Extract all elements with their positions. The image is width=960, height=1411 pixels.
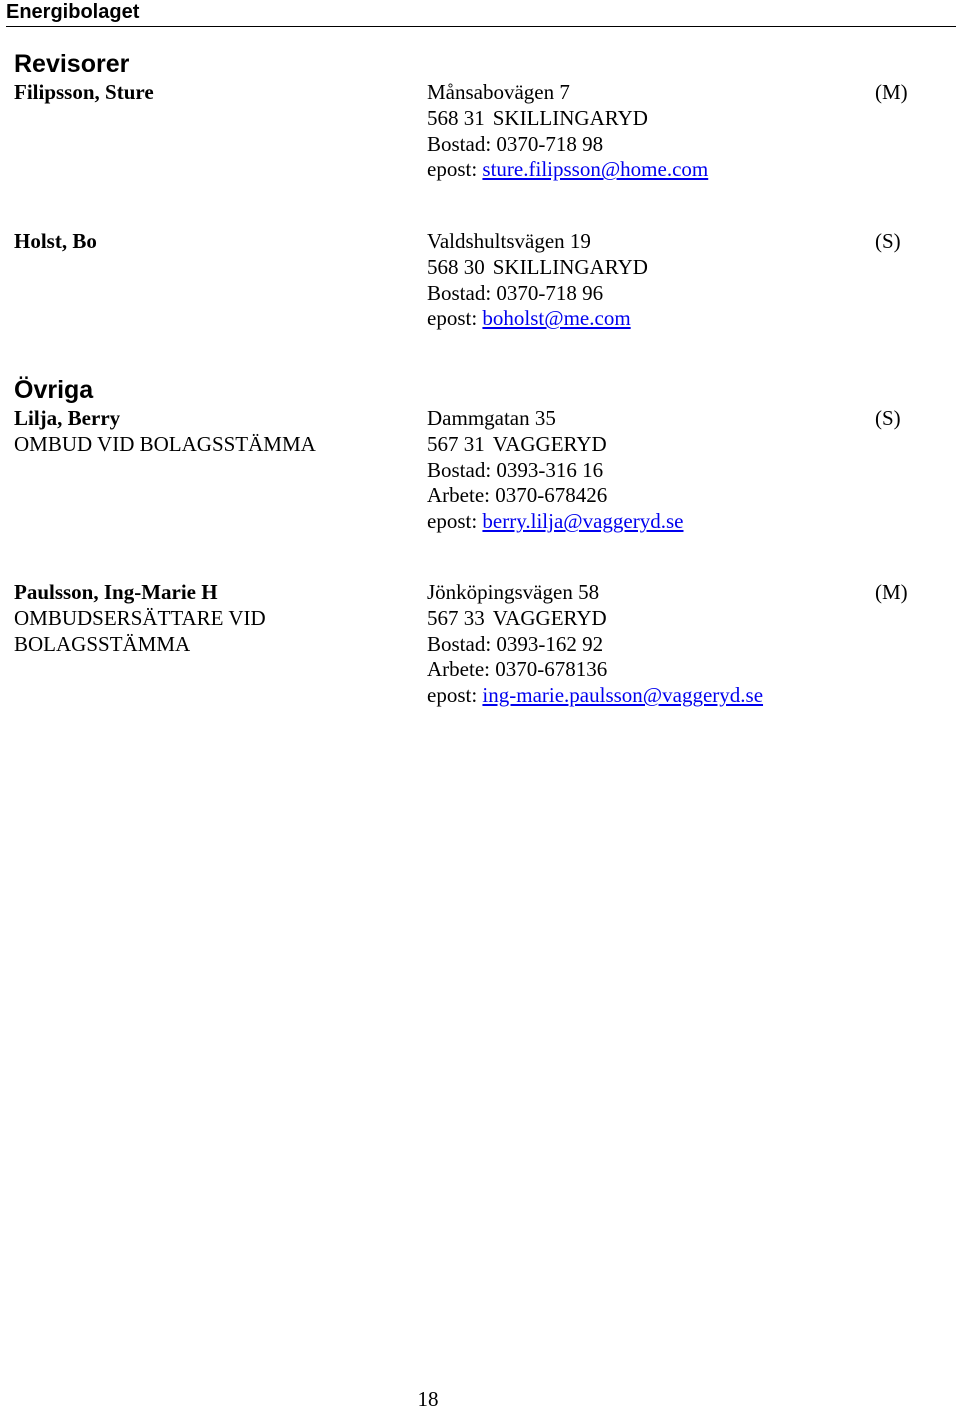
street-address: Dammgatan 35 [427, 406, 556, 430]
postal-code: 568 30 [427, 254, 485, 279]
contact-role-continued: BOLAGSSTÄMMA [14, 631, 191, 656]
home-phone-label: Bostad: [427, 631, 492, 656]
postal-line [427, 606, 867, 632]
contact-address-column [427, 80, 867, 183]
organization-title: Energibolaget [6, 1, 140, 23]
home-phone: 0370-718 96 [496, 280, 604, 305]
party-affiliation: (M) [875, 580, 908, 604]
work-phone: 0370-678136 [495, 657, 608, 682]
party-affiliation: (S) [875, 229, 901, 253]
home-phone-label: Bostad: [427, 280, 492, 305]
city: SKILLINGARYD [492, 105, 648, 130]
postal-code: 567 31 [427, 431, 485, 456]
section-heading-revisorer: Revisorer [14, 50, 130, 78]
postal-code: 568 31 [427, 105, 485, 130]
postal-line [427, 432, 867, 458]
contact-address-column [427, 229, 867, 332]
home-phone-line [427, 632, 867, 658]
party-affiliation: (M) [875, 80, 908, 104]
email-label: epost: [427, 509, 478, 534]
home-phone-line [427, 458, 867, 484]
email-line [427, 509, 867, 535]
contact-name-column [14, 580, 414, 657]
contact-name-column [14, 229, 414, 255]
email-label: epost: [427, 683, 478, 708]
postal-line [427, 106, 867, 132]
work-phone-label: Arbete: [427, 483, 490, 508]
city: VAGGERYD [492, 431, 607, 456]
home-phone-line [427, 132, 867, 158]
email-line [427, 306, 867, 332]
home-phone-label: Bostad: [427, 457, 492, 482]
postal-code: 567 33 [427, 605, 485, 630]
home-phone-label: Bostad: [427, 131, 492, 156]
postal-line [427, 255, 867, 281]
contact-address-column [427, 406, 867, 535]
contact-name: Paulsson, Ing-Marie H [14, 580, 218, 604]
home-phone: 0370-718 98 [496, 131, 604, 156]
email-label: epost: [427, 306, 478, 331]
work-phone-line [427, 483, 867, 509]
work-phone: 0370-678426 [495, 483, 608, 508]
email-link[interactable]: berry.lilja@vaggeryd.se [482, 509, 684, 534]
street-address: Jönköpingsvägen 58 [427, 580, 600, 604]
work-phone-line [427, 657, 867, 683]
contact-name: Holst, Bo [14, 229, 97, 253]
contact-name: Lilja, Berry [14, 406, 121, 430]
city: SKILLINGARYD [492, 254, 648, 279]
city: VAGGERYD [492, 605, 607, 630]
party-affiliation: (S) [875, 406, 901, 430]
document-header [6, 0, 956, 27]
home-phone-line [427, 281, 867, 307]
home-phone: 0393-316 16 [496, 457, 604, 482]
contact-role: OMBUD VID BOLAGSSTÄMMA [14, 431, 316, 456]
email-line [427, 157, 867, 183]
contact-address-column [427, 580, 867, 709]
contact-name: Filipsson, Sture [14, 80, 154, 104]
section-heading-ovriga: Övriga [14, 376, 94, 404]
contact-name-column [14, 80, 414, 106]
email-label: epost: [427, 157, 478, 182]
page-number: 18 [417, 1387, 439, 1411]
street-address: Valdshultsvägen 19 [427, 229, 591, 253]
contact-name-column [14, 406, 414, 458]
email-link[interactable]: sture.filipsson@home.com [482, 157, 709, 182]
home-phone: 0393-162 92 [496, 631, 604, 656]
work-phone-label: Arbete: [427, 657, 490, 682]
email-link[interactable]: ing-marie.paulsson@vaggeryd.se [482, 683, 764, 708]
email-line [427, 683, 867, 709]
email-link[interactable]: boholst@me.com [482, 306, 631, 331]
street-address: Månsabovägen 7 [427, 80, 570, 104]
contact-role: OMBUDSERSÄTTARE VID [14, 605, 266, 630]
